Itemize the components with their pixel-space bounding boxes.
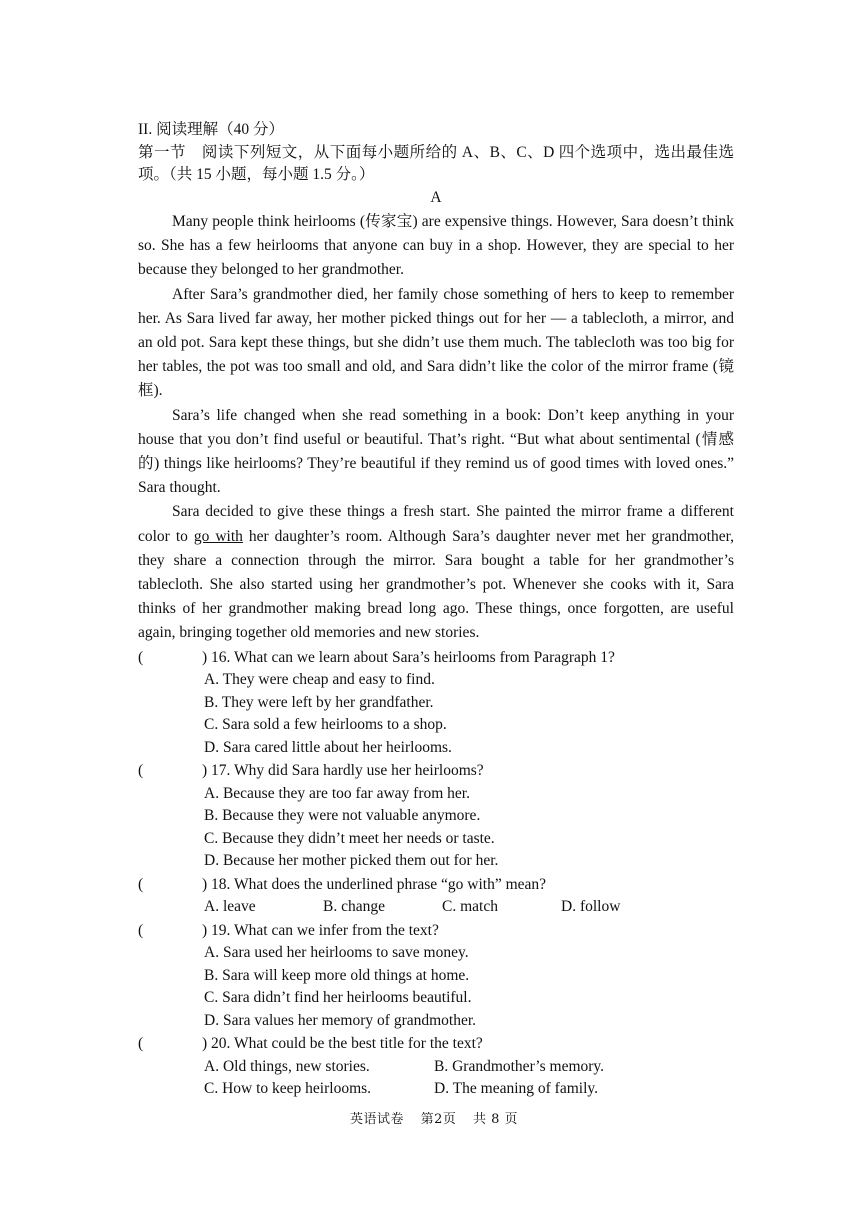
section-title: II. 阅读理解（40 分）	[138, 121, 284, 138]
option-d: D. The meaning of family.	[434, 1080, 598, 1098]
option-c: C. How to keep heirlooms.	[204, 1080, 372, 1098]
paragraph-4	[138, 500, 734, 645]
option-a: A. Sara used her heirlooms to save money.	[204, 944, 469, 962]
option-a: A. leave	[204, 898, 256, 916]
option-c: C. Sara didn’t find her heirlooms beautiful.	[204, 989, 472, 1007]
question-stem: ) 17. Why did Sara hardly use her heirlooms?	[202, 762, 484, 780]
section-instruction: 第一节 阅读下列短文，从下面每小题所给的 A、B、C、D 四个选项中，选出最佳选项。（共 15 小题，每小题 1.5 分。）	[138, 144, 734, 183]
option-d: D. Sara cared little about her heirlooms.	[204, 738, 452, 756]
paragraph-4-start: Sara decided to give these things a fresh start. She painted the mirror frame a different color to	[138, 503, 734, 545]
answer-blank[interactable]: (	[138, 648, 144, 666]
answer-blank[interactable]: (	[138, 875, 144, 893]
question-stem: ) 16. What can we learn about Sara’s heirlooms from Paragraph 1?	[202, 648, 615, 666]
option-c: C. Because they didn’t meet her needs or taste.	[204, 829, 495, 847]
option-b: B. Sara will keep more old things at home.	[204, 966, 470, 984]
underlined-phrase: go with	[193, 527, 243, 545]
paragraph-3: Sara’s life changed when she read something in a book: Don’t keep anything in your house that you don’t find useful or beautiful. That’s right. “But what about sentimental (情感的) things like heirlooms? They’re beautiful if they remind us of good times with loved ones.” Sara thought.	[138, 406, 734, 497]
question-stem: ) 18. What does the underlined phrase “go with” mean?	[202, 875, 547, 893]
question-17	[138, 760, 734, 873]
option-a: A. Old things, new stories.	[204, 1057, 370, 1075]
paragraph-4-end: her daughter’s room. Although Sara’s daughter never met her grandmother, they share a connection through the mirror. Sara bought a table for her grandmother’s tablecloth. She also started using her grandmother’s pot. Whenever she cooks with it, Sara thinks of her grandmother making bread long ago. These things, once forgotten, are useful again, bringing together old memories and new stories.	[138, 527, 734, 642]
option-c: C. Sara sold a few heirlooms to a shop.	[204, 716, 447, 734]
paragraph-1: Many people think heirlooms (传家宝) are expensive things. However, Sara doesn’t think so. She has a few heirlooms that anyone can buy in a shop. However, they are special to her because they belonged to her grandmother.	[138, 213, 734, 279]
option-c: C. match	[442, 898, 498, 916]
question-stem: ) 19. What can we infer from the text?	[202, 921, 439, 939]
page-footer	[0, 1108, 868, 1127]
option-a: A. They were cheap and easy to find.	[204, 671, 435, 689]
question-stem: ) 20. What could be the best title for the text?	[202, 1035, 483, 1053]
option-b: B. change	[323, 898, 385, 916]
footer-page-number: 第2页	[420, 1112, 457, 1127]
passage-label: A	[430, 189, 442, 206]
footer-subject: 英语试卷	[349, 1112, 404, 1127]
footer-total-pages: 共 8 页	[473, 1112, 519, 1127]
option-b: B. They were left by her grandfather.	[204, 693, 434, 711]
question-19	[138, 920, 734, 1033]
option-a: A. Because they are too far away from her.	[204, 784, 470, 802]
option-b: B. Grandmother’s memory.	[434, 1057, 605, 1075]
answer-blank[interactable]: (	[138, 762, 144, 780]
option-d: D. follow	[561, 898, 621, 916]
answer-blank[interactable]: (	[138, 921, 144, 939]
question-16	[138, 647, 734, 760]
option-d: D. Because her mother picked them out for her.	[204, 852, 499, 870]
paragraph-2: After Sara’s grandmother died, her family chose something of hers to keep to remember her. As Sara lived far away, her mother picked things out for her — a tablecloth, a mirror, and an old pot. Sara kept these things, but she didn’t use them much. The tablecloth was too big for her tables, the pot was too small and old, and Sara didn’t like the color of the mirror frame (镜框).	[138, 285, 734, 400]
option-b: B. Because they were not valuable anymore.	[204, 807, 481, 825]
answer-blank[interactable]: (	[138, 1035, 144, 1053]
question-20	[138, 1033, 734, 1101]
option-d: D. Sara values her memory of grandmother.	[204, 1011, 477, 1029]
exam-page	[138, 118, 734, 1101]
question-18	[138, 874, 734, 919]
